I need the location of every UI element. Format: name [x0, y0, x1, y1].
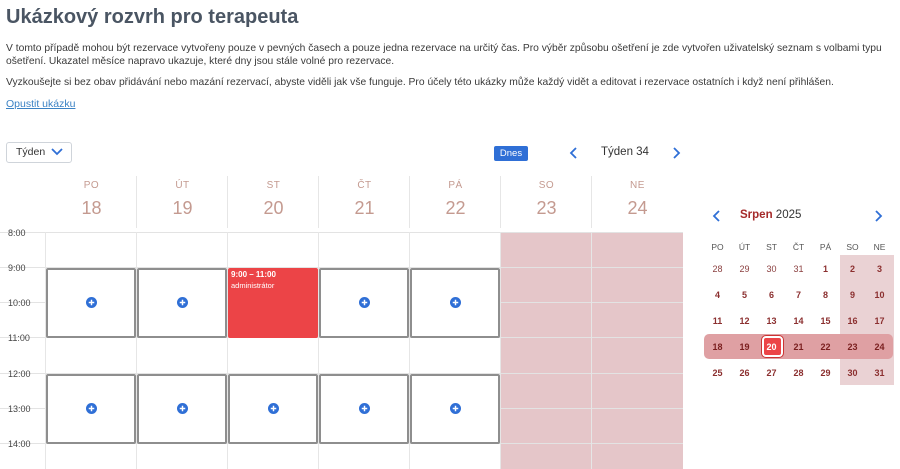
booking-owner: administrátor	[231, 281, 275, 290]
mini-day-cell[interactable]: 20	[766, 342, 777, 352]
time-label: 8:00	[8, 228, 26, 238]
mini-day-cell[interactable]: 9	[849, 290, 855, 300]
add-booking-icon	[359, 297, 370, 308]
add-booking-icon	[86, 403, 97, 414]
mini-day-cell[interactable]: 30	[766, 264, 777, 274]
time-label: 11:00	[8, 333, 30, 343]
view-select[interactable]	[6, 142, 72, 163]
time-label: 10:00	[8, 298, 31, 308]
mini-weekday-header: ÚT	[738, 242, 751, 252]
day-number: 23	[536, 198, 557, 218]
day-header-thu	[319, 180, 410, 219]
mini-day-cell[interactable]: 14	[793, 316, 804, 326]
leave-demo-link[interactable]: Opustit ukázku	[6, 98, 76, 110]
mini-day-cell[interactable]: 28	[712, 264, 723, 274]
mini-weekday-header: ST	[766, 242, 777, 252]
day-header-sat	[501, 180, 592, 219]
day-name: ÚT	[175, 180, 190, 191]
day-name: PO	[83, 180, 100, 191]
mini-day-cell[interactable]: 29	[739, 264, 750, 274]
mini-day-cell[interactable]: 23	[847, 342, 858, 352]
prev-week-icon[interactable]	[568, 146, 580, 160]
free-slot[interactable]	[410, 374, 500, 444]
day-name: SO	[538, 180, 555, 191]
mini-day-cell[interactable]: 17	[874, 316, 885, 326]
mini-calendar-month: Srpen	[740, 209, 773, 221]
mini-weekday-header: SO	[846, 242, 859, 252]
mini-weekday-header: PÁ	[819, 242, 832, 252]
mini-day-cell[interactable]: 7	[795, 290, 801, 300]
day-name: ČT	[357, 180, 372, 191]
free-slot[interactable]	[319, 268, 409, 338]
mini-day-cell[interactable]: 16	[847, 316, 858, 326]
free-slot[interactable]	[137, 374, 227, 444]
booked-event[interactable]	[228, 268, 318, 338]
mini-day-cell[interactable]: 30	[847, 368, 858, 378]
mini-day-cell[interactable]: 4	[714, 290, 720, 300]
mini-day-cell[interactable]: 24	[874, 342, 885, 352]
time-label: 9:00	[8, 263, 26, 273]
day-number: 24	[627, 198, 648, 218]
mini-day-cell[interactable]: 8	[822, 290, 828, 300]
day-name: NE	[630, 180, 645, 191]
mini-day-cell[interactable]: 13	[766, 316, 777, 326]
day-header-tue	[137, 180, 228, 219]
day-header-wed	[228, 180, 319, 219]
mini-day-cell[interactable]: 21	[793, 342, 804, 352]
mini-day-cell[interactable]: 6	[768, 290, 774, 300]
mini-calendar-title	[740, 209, 801, 221]
booking-time: 9:00 – 11:00	[231, 270, 276, 279]
add-booking-icon	[268, 403, 279, 414]
mini-weekday-header: NE	[873, 242, 886, 252]
day-name: ST	[266, 180, 281, 191]
free-slot[interactable]	[137, 268, 227, 338]
view-select-value: Týden	[16, 146, 46, 158]
chevron-down-icon	[51, 148, 63, 156]
day-number: 20	[263, 198, 284, 218]
mini-day-cell[interactable]: 26	[739, 368, 750, 378]
day-name: PÁ	[448, 180, 463, 191]
mini-day-cell[interactable]: 10	[874, 290, 885, 300]
add-booking-icon	[359, 403, 370, 414]
time-label: 13:00	[8, 404, 31, 414]
day-number: 18	[81, 198, 102, 218]
time-label: 14:00	[8, 439, 31, 449]
mini-weekday-header: ČT	[792, 242, 805, 252]
week-label: Týden 34	[601, 146, 649, 158]
mini-day-cell[interactable]: 25	[712, 368, 723, 378]
mini-day-cell[interactable]: 15	[820, 316, 831, 326]
mini-day-cell[interactable]: 19	[739, 342, 750, 352]
mini-calendar-year: 2025	[775, 209, 802, 221]
mini-day-cell[interactable]: 28	[793, 368, 804, 378]
mini-day-cell[interactable]: 31	[874, 368, 885, 378]
demo-paragraph: Vyzkoušejte si bez obav přidávání nebo mazání rezervací, abyste viděli jak vše funguje. Pro účely této ukázky může každý vidět a editovat i rezervace ostatních i když není přihlášen.	[6, 77, 834, 88]
add-booking-icon	[86, 297, 97, 308]
mini-day-cell[interactable]: 18	[712, 342, 723, 352]
mini-day-cell[interactable]: 2	[849, 264, 855, 274]
add-booking-icon	[177, 403, 188, 414]
day-number: 21	[354, 198, 375, 218]
free-slot[interactable]	[410, 268, 500, 338]
day-number: 19	[172, 198, 193, 218]
hour-line	[0, 232, 683, 233]
mini-day-cell[interactable]: 11	[712, 316, 723, 326]
mini-day-cell[interactable]: 31	[793, 264, 804, 274]
mini-day-cell[interactable]: 12	[739, 316, 750, 326]
add-booking-icon	[450, 403, 461, 414]
day-header-fri	[410, 180, 501, 219]
mini-day-cell[interactable]: 22	[820, 342, 831, 352]
mini-day-cell[interactable]: 27	[766, 368, 777, 378]
day-number: 22	[445, 198, 466, 218]
page-title: Ukázkový rozvrh pro terapeuta	[6, 6, 299, 28]
today-button[interactable]: Dnes	[494, 146, 528, 161]
mini-day-cell[interactable]: 5	[741, 290, 747, 300]
add-booking-icon	[450, 297, 461, 308]
add-booking-icon	[177, 297, 188, 308]
intro-paragraph: V tomto případě mohou být rezervace vytvořeny pouze v pevných časech a pouze jedna rezervace na určitý čas. Pro výběr způsobu ošetření je zde vytvořen uživatelský seznam s volbami typu ošetření. Ukazatel měsíce napravo ukazuje, které dny jsou stále volné pro rezervace.	[6, 43, 882, 67]
mini-day-cell[interactable]: 29	[820, 368, 831, 378]
day-column-line	[591, 232, 592, 469]
day-header-sun	[592, 180, 683, 219]
day-header-mon	[46, 180, 137, 219]
free-slot[interactable]	[46, 374, 136, 444]
free-slot[interactable]	[46, 268, 136, 338]
next-month-icon[interactable]	[872, 209, 884, 223]
mini-weekday-header: PO	[711, 242, 724, 252]
next-week-icon[interactable]	[670, 146, 682, 160]
mini-day-cell[interactable]: 3	[876, 264, 882, 274]
mini-day-cell[interactable]: 1	[822, 264, 828, 274]
prev-month-icon[interactable]	[711, 209, 723, 223]
free-slot[interactable]	[228, 374, 318, 444]
time-label: 12:00	[8, 369, 31, 379]
day-column-line	[500, 232, 501, 469]
free-slot[interactable]	[319, 374, 409, 444]
